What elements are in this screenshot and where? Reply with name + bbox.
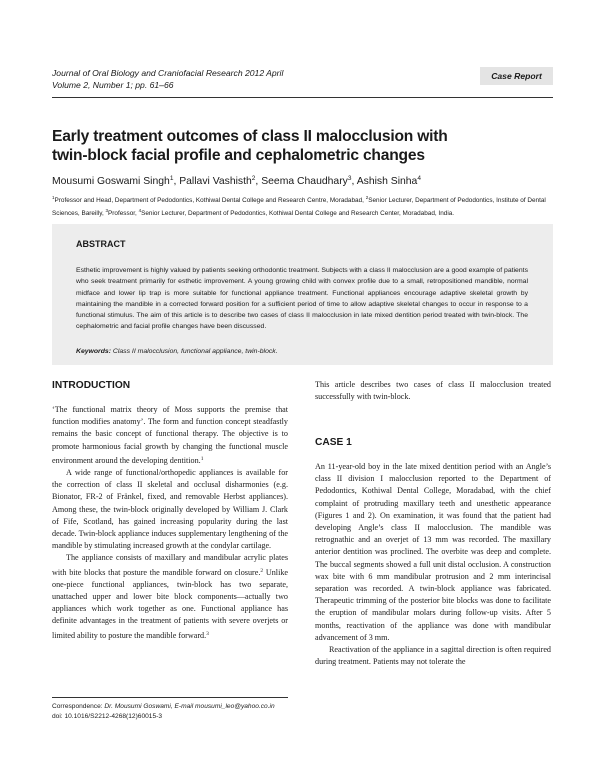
journal-volume-line: Volume 2, Number 1; pp. 61–66 xyxy=(52,79,174,90)
author-name: Mousumi Goswami Singh xyxy=(52,176,170,187)
paragraph-text: ‘The functional matrix theory of Moss supports the premise that function modifies anatomy’. The form and function concept steadfastly remains the basic concept of functional therapy. The objective is to promote harmonious facial growth by changing the functional muscle environment around the developing dentition. xyxy=(52,405,288,465)
footnote xyxy=(52,702,452,722)
footnote-divider xyxy=(52,697,288,698)
keywords xyxy=(76,346,528,357)
article-title xyxy=(52,127,552,165)
abstract-text: Esthetic improvement is highly valued by patients seeking orthodontic treatment. Subjects with a class II malocclusion are a good example of patients who seek treatment primarily for esthetic improvement. A young growing child with convex profile due to a small, retropositioned mandible, normal midface and lower lip trap is more suitable for functional appliance treatment. Functional appliances encourage adaptive skeletal growth by maintaining the mandible in a corrected forward position for a sufficient period of time to allow adaptive skeletal changes to occur in response to a functional stimulus. The aim of this article is to describe two cases of class II malocclusion in late mixed dentition period treated with twin-block. The cephalometric and facial profile changes have been discussed. xyxy=(76,267,528,331)
title-line-1: Early treatment outcomes of class II malocclusion with xyxy=(52,128,448,145)
author-sup: 3 xyxy=(347,175,352,182)
paragraph-text: Unlike one-piece functional appliances, twin-block has two separate, unattached upper and lower bite block components—actually two appliances which work together as one. Functional appliance has definite advantages in the treatment of patients with severe overjets or limited ability to posture the mandible forward. xyxy=(52,567,288,640)
journal-name-line: Journal of Oral Biology and Craniofacial Research 2012 April xyxy=(52,68,284,78)
citation-ref: 1 xyxy=(200,455,204,462)
affil-sup: 2 xyxy=(365,195,369,200)
keywords-text: Class II malocclusion, functional appliance, twin-block. xyxy=(112,348,278,355)
affil-text: Senior Lecturer, Department of Pedodontics, Institute of Dental Sciences, Bareilly, xyxy=(52,197,546,217)
author-sup: 4 xyxy=(417,175,421,182)
paragraph: Reactivation of the appliance in a sagittal direction is often required during treatment. Patients may not tolerate the xyxy=(315,645,551,667)
affil-text: Senior Lecturer, Department of Pedodontics, Kothiwal Dental College and Research Center, Moradabad, India. xyxy=(141,210,455,217)
case1-heading: CASE 1 xyxy=(315,437,352,448)
paragraph xyxy=(52,404,288,467)
paragraph: A wide range of functional/orthopedic appliances is available for the correction of class II skeletal and occlusal disharmonies (e.g. Bionator, FR-2 of Fränkel, fixed, and removable Herbst appliances). Among these, the twin-block originally developed by William J. Clark of Fife, Scotland, has gained increasing popularity during the last decade. Twin-block appliance induces supplementary lengthening of the mandible by stimulating increased growth at the condylar cartilage. xyxy=(52,468,288,551)
header-divider xyxy=(52,97,553,98)
title-line-2: twin-block facial profile and cephalometric changes xyxy=(52,147,425,164)
author-sup: 2 xyxy=(251,175,256,182)
introduction-heading: INTRODUCTION xyxy=(52,380,131,391)
case1-body xyxy=(315,461,551,668)
affil-sup: 4 xyxy=(138,208,142,213)
author-name: Ashish Sinha xyxy=(356,176,418,187)
correspondence-label: Correspondence: xyxy=(52,703,105,710)
journal-citation xyxy=(52,68,352,91)
affiliations xyxy=(52,193,552,219)
citation-ref: 3 xyxy=(206,630,209,637)
intro-continuation: This article describes two cases of class II malocclusion treated successfully with twin-block. xyxy=(315,380,551,402)
citation-ref: 2 xyxy=(260,567,264,574)
paragraph-text: The appliance consists of maxillary and mandibular acrylic plates with bite blocks that posture the mandible forward on closure. xyxy=(52,553,288,577)
abstract-heading: ABSTRACT xyxy=(76,239,126,249)
affil-sup: 3 xyxy=(105,208,109,213)
doi-line: doi: 10.1016/S2212-4268(12)60015-3 xyxy=(52,713,162,721)
author-list: Mousumi Goswami Singh$^1$, Pallavi Vashisth$^2$, Seema Chaudhary$^3$, Ashish Sinha$^4$ xyxy=(52,175,421,187)
correspondence-text: Dr. Mousumi Goswami, E-mail mousumi_leo@yahoo.co.in xyxy=(104,703,275,710)
introduction-body xyxy=(52,404,288,642)
author-name: Seema Chaudhary xyxy=(261,176,348,187)
affil-sup: 1 xyxy=(52,195,55,200)
paragraph xyxy=(52,552,288,641)
paragraph: An 11-year-old boy in the late mixed dentition period with an Angle’s class II division I malocclusion reported to the Department of Pedodontics, Kothiwal Dental College, Moradabad, with the chief complaint of protruding maxillary teeth and unesthetic appearance (Figures 1 and 2). On examination, it was found that the patient had developing Angle’s class II malocclusion. The mandible was retrognathic and an overjet of 13 mm was recorded. The maxillary anterior dentition was proclined. The overbite was deep and complete. The buccal segments showed a full unit distal occlusion. A construction wax bite with 6 mm mandibular protrusion and 2 mm interincisal separation was recorded. A twin-block appliance was fabricated. Therapeutic trimming of the posterior bite blocks was done to facilitate the eruption of mandibular molars during follow-up visits. After 5 months, reactivation of the appliance was done with mandibular advancement of 3 mm. xyxy=(315,462,551,642)
article-type-badge: Case Report xyxy=(480,67,553,85)
author-name: Pallavi Vashisth xyxy=(179,176,252,187)
correspondence-line xyxy=(52,702,452,712)
author-sup: 1 xyxy=(169,175,174,182)
affil-text: Professor and Head, Department of Pedodontics, Kothiwal Dental College and Research Centre, Moradabad, xyxy=(54,197,366,204)
keywords-label: Keywords: xyxy=(76,348,111,355)
affil-text: Professor, xyxy=(108,210,139,217)
